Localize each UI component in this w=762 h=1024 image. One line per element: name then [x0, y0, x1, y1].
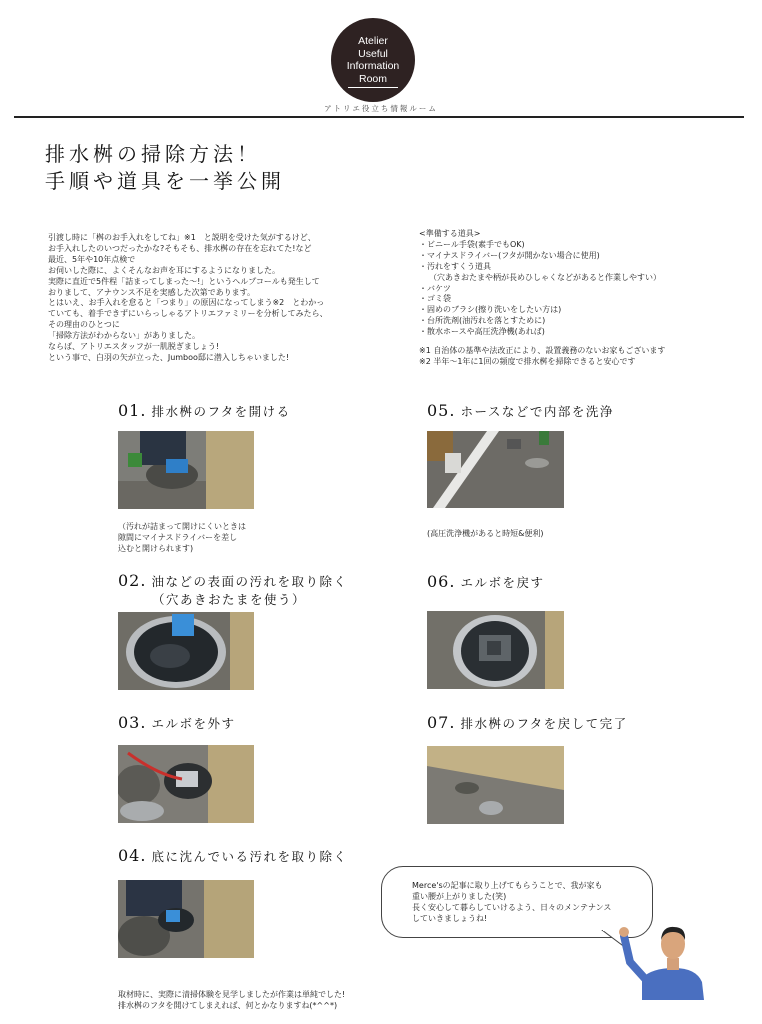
step-number: 04. — [118, 846, 147, 865]
step-number: 05. — [427, 401, 456, 420]
caption-line: 込むと開けられます) — [118, 544, 194, 553]
logo-line-4: Room — [358, 72, 387, 85]
intro-line: その理由のひとつに — [48, 320, 120, 330]
title-line-2: 手順や道具を一挙公開 — [45, 169, 285, 193]
step-02-illustration — [118, 612, 254, 690]
step-03-heading — [118, 713, 236, 732]
caption-line: （汚れが詰まって開けにくいときは — [118, 522, 246, 531]
step-01-photo — [118, 431, 254, 509]
step-03-photo — [118, 745, 254, 823]
step-05-heading — [427, 401, 614, 420]
step-07-photo — [427, 746, 564, 824]
step-title: ホースなどで内部を洗浄 — [460, 404, 614, 419]
footer-line: 排水桝のフタを開けてしまえれば、何とかなりますね(*^^*) — [118, 1000, 338, 1010]
tool-item: ・汚れをすくう道具 — [419, 261, 491, 271]
logo-line-1: Atelier — [358, 35, 388, 47]
tool-note: ※1 自治体の基準や法改正により、設置義務のないお家もございます — [419, 346, 666, 356]
step-07-heading — [427, 713, 628, 732]
logo-line-2: Useful — [358, 47, 388, 60]
step-number: 02. — [118, 571, 147, 590]
step-title-sub: （穴あきおたまを使う） — [152, 592, 307, 607]
step-05-illustration — [427, 431, 564, 508]
intro-line: という事で、白羽の矢が立った、Jumboo邸に潜入しちゃいました! — [48, 352, 290, 362]
intro-line: 最近、5年や10年点検で — [48, 254, 136, 264]
step-01-heading — [118, 401, 291, 420]
tool-item: ・散水ホースや高圧洗浄機(あれば) — [419, 327, 545, 337]
intro-line: 実際に直近で5件程「詰まってしまった～!」というヘルプコールも発生して — [48, 276, 320, 286]
step-06-photo — [427, 611, 564, 689]
tool-item: ・台所洗剤(油汚れを落とすために) — [419, 316, 546, 326]
step-title: 底に沈んでいる汚れを取り除く — [151, 849, 348, 864]
title-line-1: 排水桝の掃除方法！ — [45, 142, 261, 166]
step-04-heading — [118, 846, 348, 865]
step-05-photo — [427, 431, 564, 508]
intro-line: とはいえ、お手入れを怠ると「つまり」の原因になってしまう※2 とわかっ — [48, 298, 325, 308]
site-subtitle: アトリエ役立ち情報ルーム — [324, 104, 438, 113]
step-06-illustration — [427, 611, 564, 689]
bubble-text — [412, 880, 611, 924]
bubble-line: 重い腰が上がりました(笑) — [412, 892, 507, 901]
tools-list — [419, 229, 665, 368]
step-04-photo — [118, 880, 254, 958]
caption-line: 隙間にマイナスドライバーを差し — [118, 533, 238, 542]
tool-item: （穴あきおたまや柄が長めひしゃくなどがあると作業しやすい） — [429, 272, 661, 282]
intro-text — [48, 233, 328, 364]
step-06-heading — [427, 572, 545, 591]
intro-line: 引渡し時に「桝のお手入れをしてね」※1 と説明を受けた気がするけど、 — [48, 233, 316, 242]
logo-underline — [348, 87, 398, 88]
intro-line: ていても、着手できずにいらっしゃるアトリエファミリーを分析してみたら、 — [48, 309, 328, 319]
step-03-illustration — [118, 745, 254, 823]
header-divider — [14, 116, 744, 118]
bubble-line: 長く安心して暮らしていけるよう、日々のメンテナンス — [412, 903, 612, 912]
footer-text — [118, 990, 345, 1011]
step-01-caption — [118, 521, 246, 554]
intro-line: お手入れしたのいつだったかな?そもそも、排水桝の存在を忘れてた!など — [48, 243, 312, 253]
site-logo[interactable] — [331, 18, 415, 102]
tool-item: ・ビニール手袋(素手でもOK) — [419, 239, 525, 249]
step-07-illustration — [427, 746, 564, 824]
step-title: エルボを戻す — [460, 575, 545, 590]
step-01-illustration — [118, 431, 254, 509]
intro-line: お伺いした際に、よくそんなお声を耳にするようになりました。 — [48, 265, 280, 275]
step-title: 排水桝のフタを戻して完了 — [460, 716, 628, 731]
step-number: 07. — [427, 713, 456, 732]
intro-line: 「掃除方法がわからない」がありました。 — [48, 331, 200, 341]
step-title: 排水桝のフタを開ける — [151, 404, 291, 419]
step-title: 油などの表面の汚れを取り除く — [151, 574, 348, 589]
tools-heading: <準備する道具> — [419, 229, 481, 238]
step-title: エルボを外す — [151, 716, 236, 731]
staff-person-image — [612, 922, 706, 1000]
step-number: 01. — [118, 401, 147, 420]
footer-line: 取材時に、実際に清掃体験を見学しましたが作業は単純でした! — [118, 990, 346, 999]
intro-line: ならば、アトリエスタッフが一肌脱ぎましょう! — [48, 342, 220, 352]
tool-item: ・固めのブラシ(擦り洗いをしたい方は) — [419, 305, 562, 315]
step-number: 06. — [427, 572, 456, 591]
step-04-illustration — [118, 880, 254, 958]
caption-line: (高圧洗浄機があると時短&便利) — [427, 529, 544, 538]
tool-note: ※2 半年～1年に1回の頻度で排水桝を掃除できると安心です — [419, 356, 636, 366]
step-02-heading — [118, 571, 348, 608]
step-05-caption — [427, 528, 543, 539]
intro-line: おりまして、アナウンス不足を実感した次第であります。 — [48, 287, 255, 297]
tool-item: ・マイナスドライバー(フタが開かない場合に使用) — [419, 250, 600, 260]
logo-line-3: Information — [346, 60, 400, 72]
tool-item: ・バケツ — [419, 283, 451, 293]
bubble-line: していきましょうね! — [412, 914, 488, 923]
page-title — [45, 141, 285, 195]
tool-item: ・ゴミ袋 — [419, 294, 451, 304]
bubble-line: Merce'sの記事に取り上げてもらうことで、我が家も — [412, 881, 603, 890]
step-number: 03. — [118, 713, 147, 732]
step-02-photo — [118, 612, 254, 690]
